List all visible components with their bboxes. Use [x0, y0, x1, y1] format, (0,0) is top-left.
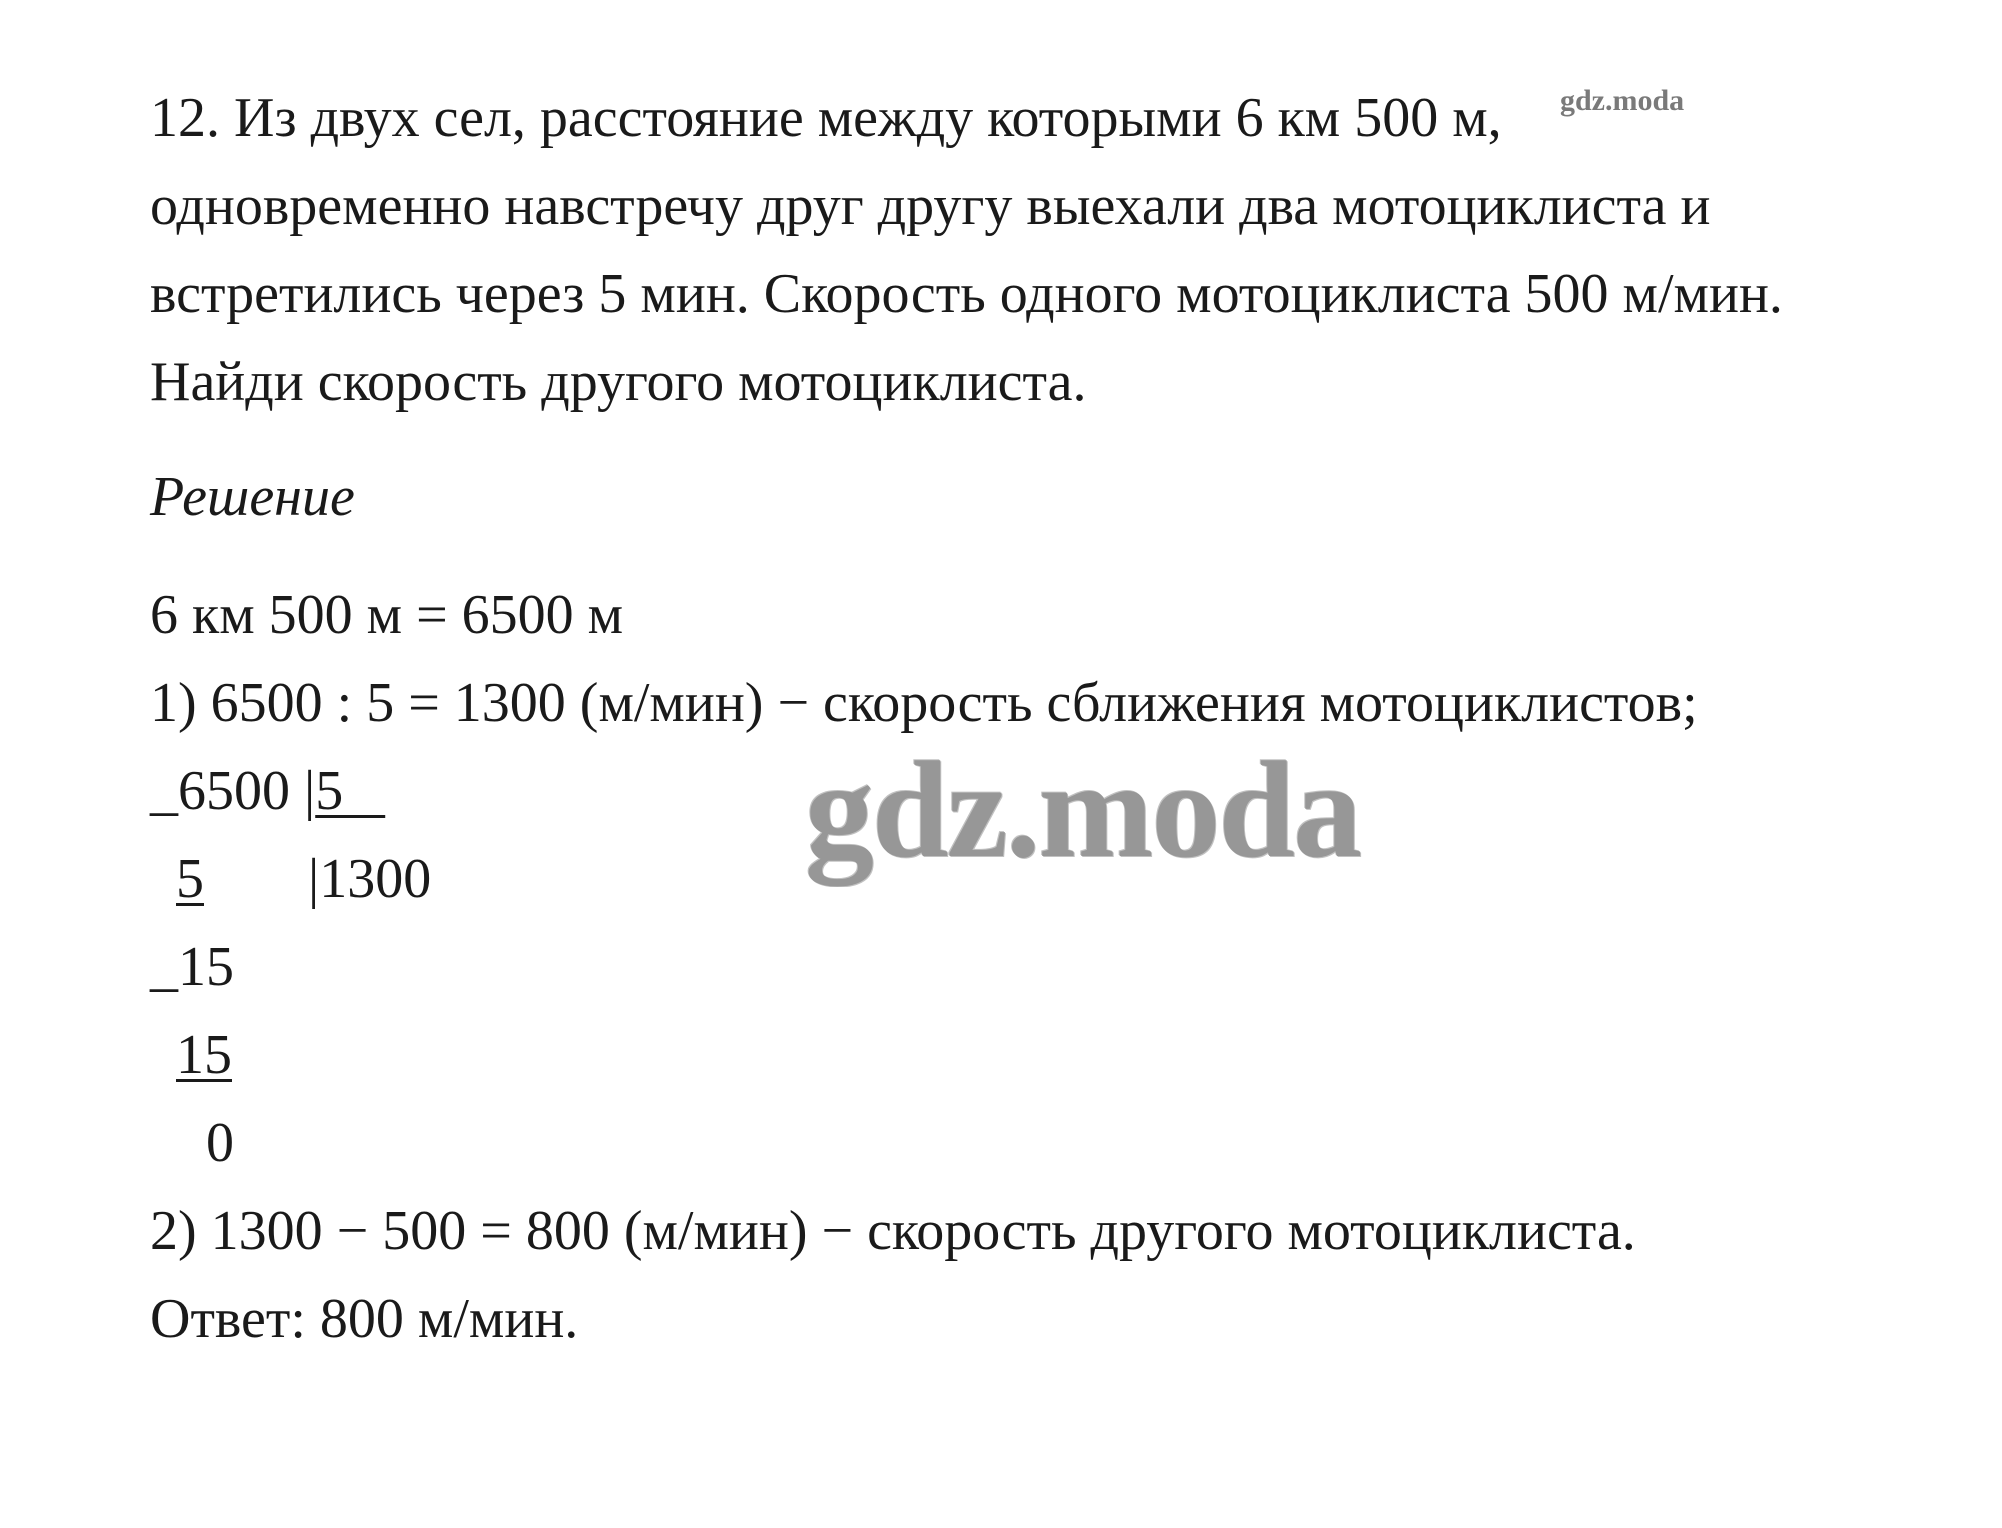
- division-quotient-row: [308, 847, 431, 911]
- division-minus-sign-2: _: [150, 936, 178, 998]
- division-subtrahend-2: 15: [176, 1024, 232, 1086]
- problem-line-3: встретились через 5 мин. Скорость одного мотоциклиста 500 м/мин.: [150, 263, 1783, 325]
- division-remainder: 0: [206, 1112, 234, 1174]
- conversion-line: 6 км 500 м = 6500 м: [150, 584, 624, 646]
- step-1-line: 1) 6500 : 5 = 1300 (м/мин) − скорость сближения мотоциклистов;: [150, 672, 1698, 734]
- watermark-big: gdz.moda: [805, 733, 1361, 886]
- division-quotient: 1300: [319, 848, 432, 910]
- problem-line-1: 12. Из двух сел, расстояние между которыми 6 км 500 м,: [150, 87, 1502, 149]
- division-partial: 15: [178, 936, 234, 998]
- step-2-line: 2) 1300 − 500 = 800 (м/мин) − скорость другого мотоциклиста.: [150, 1200, 1636, 1262]
- watermark-small: gdz.moda: [1560, 84, 1685, 117]
- division-row-2: [176, 847, 204, 911]
- division-divisor: 5: [315, 760, 386, 822]
- division-row-4: [176, 1023, 232, 1087]
- division-dividend: 6500: [178, 760, 304, 822]
- division-row-5: [206, 1111, 234, 1175]
- division-bar-2: |: [308, 848, 320, 910]
- division-minus-sign: _: [150, 760, 178, 822]
- division-row-1: [150, 759, 385, 823]
- problem-line-2: одновременно навстречу друг другу выехали два мотоциклиста и: [150, 175, 1711, 237]
- solution-heading: Решение: [150, 466, 355, 528]
- division-bar: |: [304, 760, 316, 822]
- problem-line-4: Найди скорость другого мотоциклиста.: [150, 351, 1087, 413]
- answer-line: Ответ: 800 м/мин.: [150, 1288, 579, 1350]
- division-row-3: [150, 935, 234, 999]
- division-subtrahend-1: 5: [176, 848, 204, 910]
